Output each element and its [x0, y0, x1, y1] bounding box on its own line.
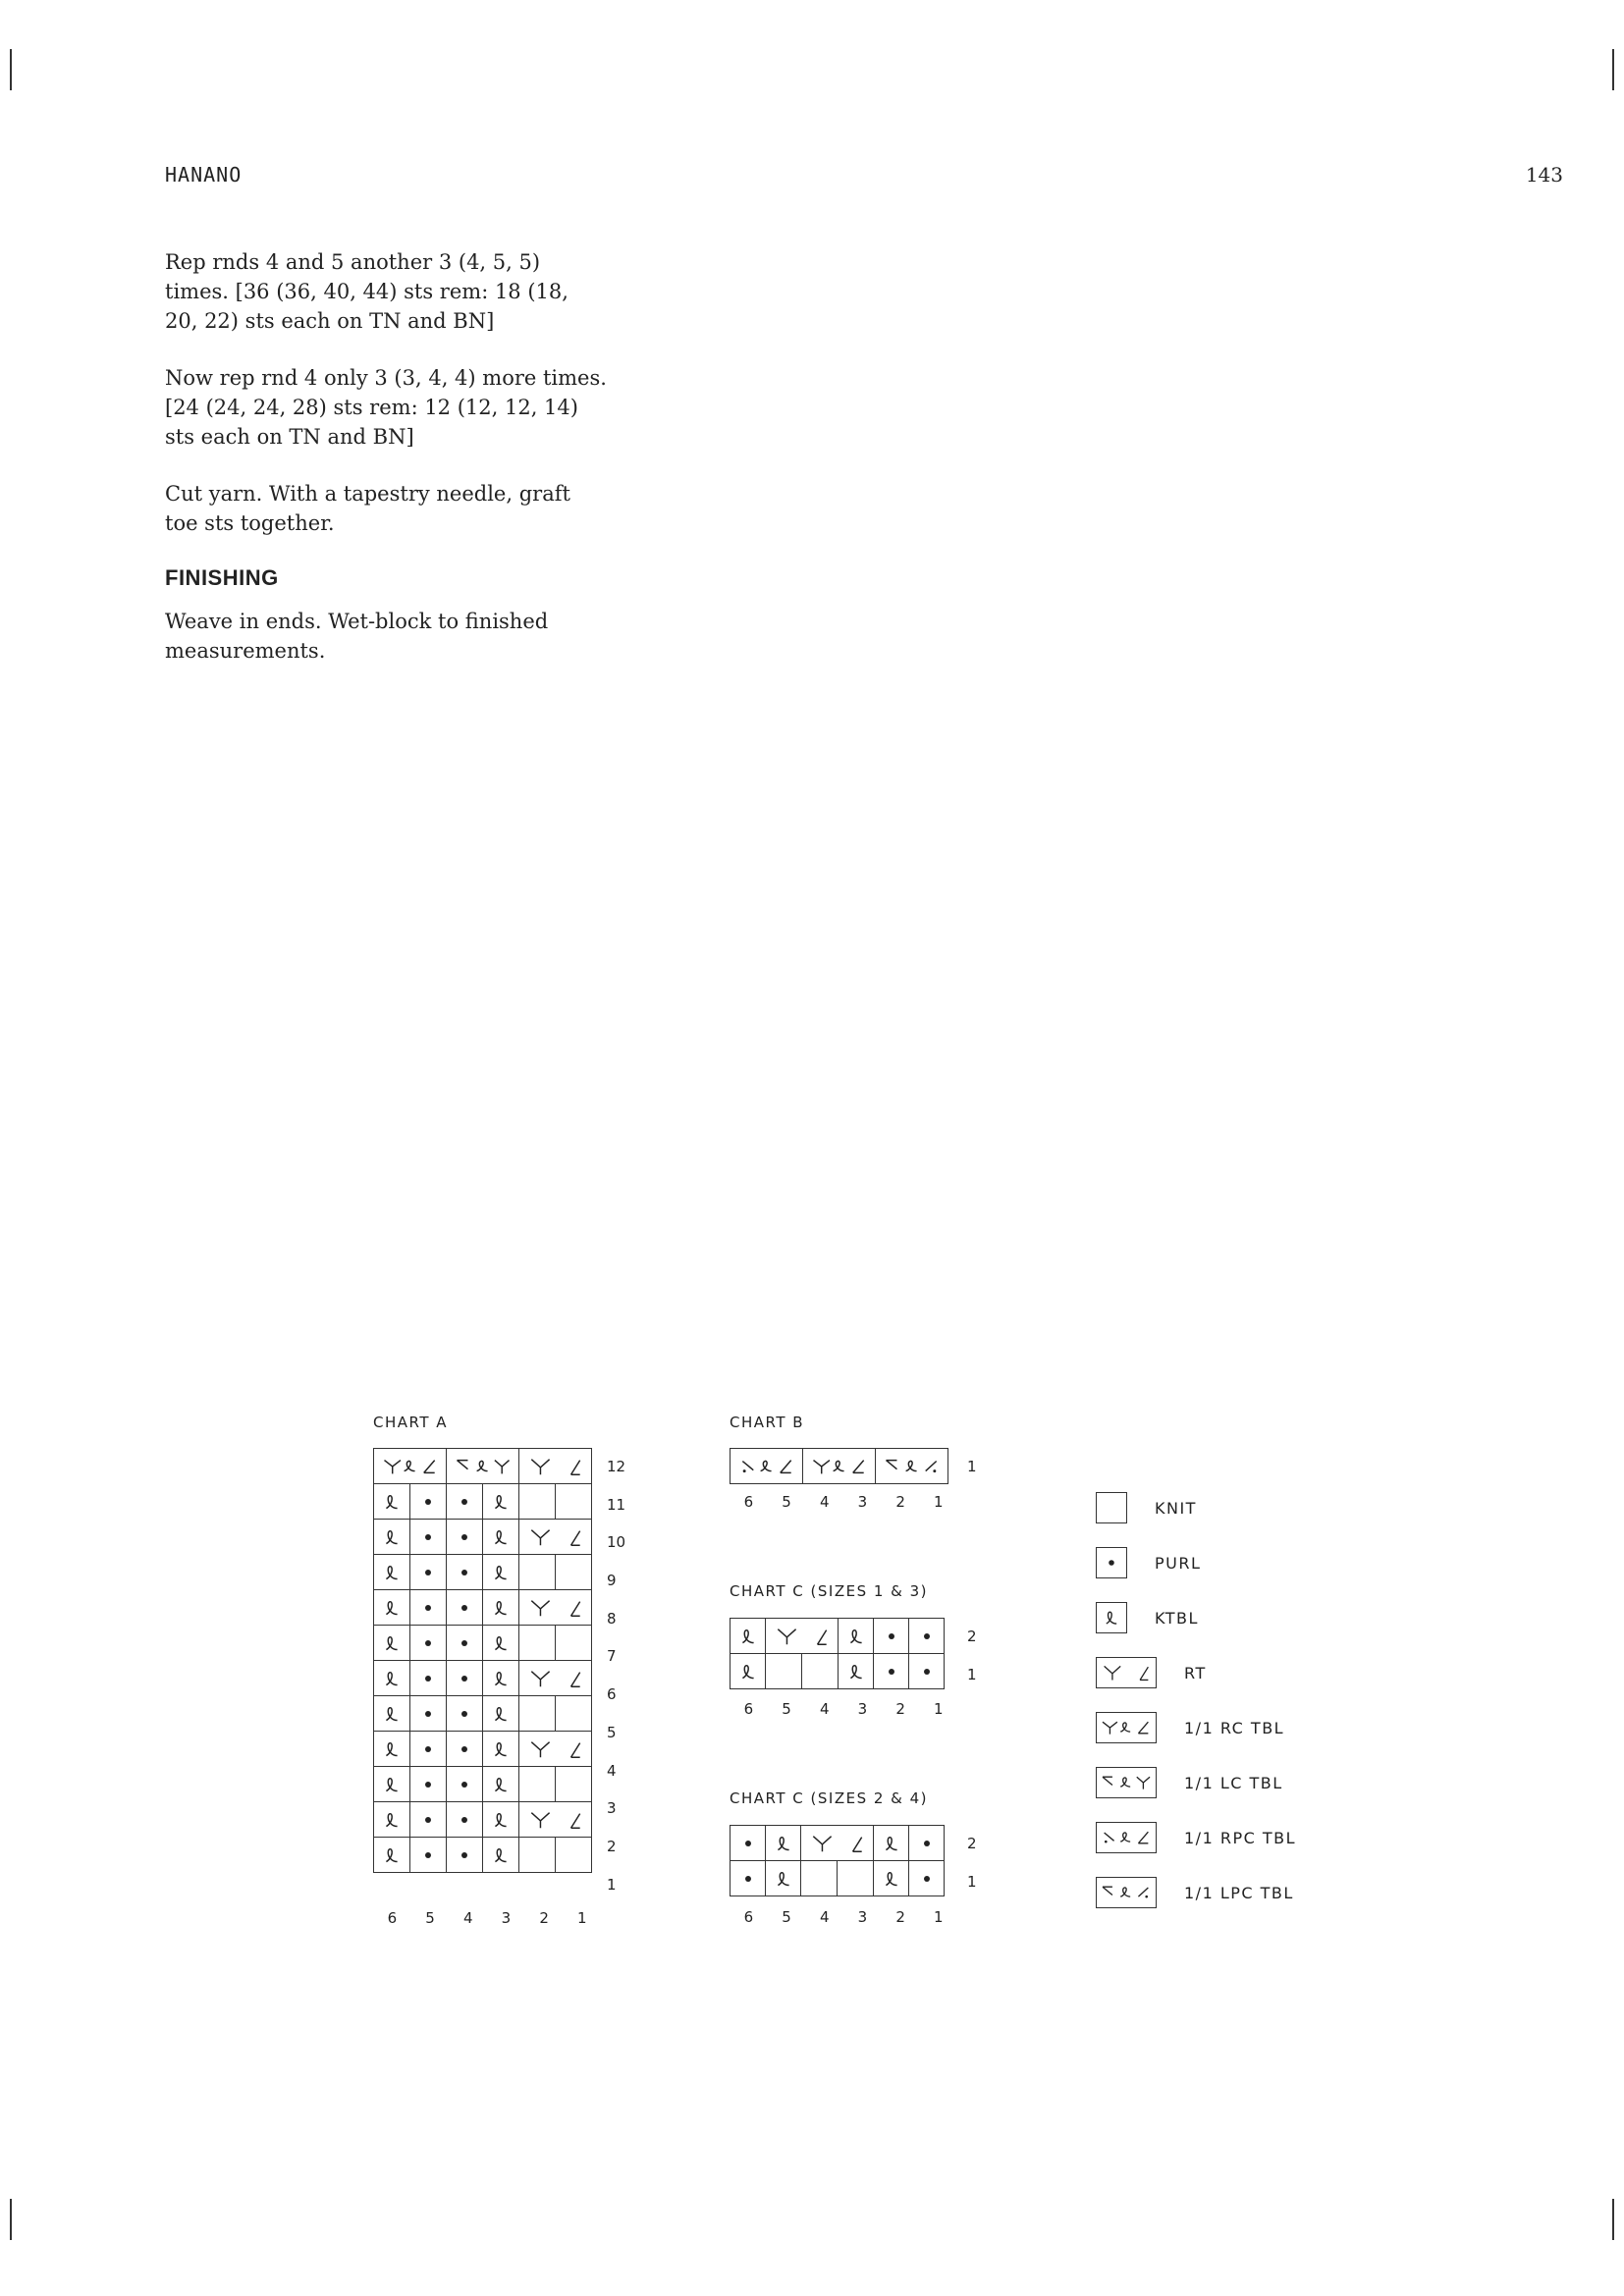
purl-icon: [909, 1619, 945, 1654]
ktbl-icon: [731, 1654, 766, 1689]
col-number: 6: [387, 1909, 398, 1927]
ktbl-icon: [374, 1626, 410, 1661]
row-number: 1: [967, 1872, 977, 1891]
legend-label: 1/1 RPC TBL: [1184, 1828, 1297, 1847]
chart-a-grid: [373, 1448, 592, 1873]
purl-icon: [447, 1661, 483, 1696]
lpc-tbl-icon: [1096, 1877, 1157, 1908]
rt-icon: [519, 1802, 592, 1838]
section-heading: FINISHING: [165, 565, 279, 590]
col-number: 5: [425, 1909, 435, 1927]
rt-icon: [1096, 1657, 1157, 1688]
purl-icon: [447, 1696, 483, 1732]
ktbl-icon: [483, 1838, 519, 1873]
purl-icon: [909, 1826, 945, 1861]
ktbl-icon: [374, 1555, 410, 1590]
purl-icon: [1096, 1547, 1127, 1578]
purl-icon: [410, 1484, 447, 1520]
col-number: 5: [782, 1700, 791, 1718]
row-number: 5: [607, 1723, 617, 1741]
knit-icon: [838, 1861, 874, 1896]
purl-icon: [447, 1767, 483, 1802]
chart-row: [731, 1826, 945, 1861]
purl-icon: [410, 1520, 447, 1555]
chart-c24-grid: [730, 1825, 945, 1896]
legend-item: [1096, 1645, 1296, 1700]
chart-c24-title: CHART C (SIZES 2 & 4): [730, 1789, 929, 1807]
chart-b-col-numbers: [730, 1493, 957, 1511]
chart-legend: [1096, 1480, 1296, 1920]
ktbl-icon: [374, 1732, 410, 1767]
chart-row: [374, 1626, 592, 1661]
ktbl-icon: [483, 1802, 519, 1838]
ktbl-icon: [374, 1661, 410, 1696]
chart-row: [374, 1732, 592, 1767]
ktbl-icon: [483, 1661, 519, 1696]
legend-item: [1096, 1865, 1296, 1920]
purl-icon: [410, 1767, 447, 1802]
row-number: 1: [967, 1458, 977, 1475]
chart-b-title: CHART B: [730, 1414, 805, 1431]
legend-label: KTBL: [1155, 1608, 1199, 1628]
purl-icon: [909, 1861, 945, 1896]
legend-item: [1096, 1700, 1296, 1755]
ktbl-icon: [374, 1590, 410, 1626]
ktbl-icon: [766, 1861, 801, 1896]
col-number: 1: [577, 1909, 587, 1927]
chart-row: [374, 1555, 592, 1590]
row-number: 9: [607, 1572, 617, 1590]
crop-mark: [10, 49, 12, 90]
chart-row: [374, 1590, 592, 1626]
paragraph: Rep rnds 4 and 5 another 3 (4, 5, 5) times. [36 (36, 40, 44) sts rem: 18 (18, 20, 22) sts each on TN and BN]: [165, 250, 568, 333]
legend-label: KNIT: [1155, 1498, 1197, 1518]
knit-icon: [801, 1861, 838, 1896]
ktbl-icon: [483, 1484, 519, 1520]
purl-icon: [410, 1838, 447, 1873]
purl-icon: [874, 1654, 909, 1689]
crop-mark: [1612, 2199, 1614, 2240]
knit-icon: [556, 1696, 592, 1732]
knit-icon: [802, 1654, 839, 1689]
ktbl-icon: [374, 1767, 410, 1802]
ktbl-icon: [483, 1590, 519, 1626]
ktbl-icon: [874, 1826, 909, 1861]
chart-a-row-numbers: [607, 1448, 625, 1903]
col-number: 4: [462, 1909, 473, 1927]
rc-tbl-icon: [374, 1449, 447, 1484]
legend-label: RT: [1184, 1663, 1207, 1682]
ktbl-icon: [483, 1767, 519, 1802]
ktbl-icon: [874, 1861, 909, 1896]
legend-label: 1/1 LC TBL: [1184, 1773, 1283, 1792]
col-number: 3: [857, 1700, 868, 1718]
purl-icon: [410, 1802, 447, 1838]
col-number: 2: [895, 1493, 905, 1511]
knit-icon: [1096, 1492, 1127, 1523]
paragraph: Weave in ends. Wet-block to finished measurements.: [165, 610, 549, 663]
purl-icon: [447, 1626, 483, 1661]
lpc-tbl-icon: [876, 1449, 948, 1484]
running-head: HANANO: [165, 163, 243, 187]
rt-icon: [519, 1449, 592, 1484]
ktbl-icon: [483, 1626, 519, 1661]
row-number: 3: [607, 1799, 617, 1818]
purl-icon: [410, 1732, 447, 1767]
legend-item: [1096, 1590, 1296, 1645]
purl-icon: [447, 1802, 483, 1838]
legend-item: [1096, 1535, 1296, 1590]
legend-item: [1096, 1480, 1296, 1535]
knit-icon: [519, 1838, 556, 1873]
purl-icon: [410, 1555, 447, 1590]
chart-b-row-numbers: [967, 1448, 977, 1486]
rt-icon: [519, 1732, 592, 1767]
chart-row: [731, 1619, 945, 1654]
chart-c24-col-numbers: [730, 1908, 957, 1926]
knit-icon: [519, 1484, 556, 1520]
lc-tbl-icon: [447, 1449, 519, 1484]
chart-a-title: CHART A: [373, 1414, 449, 1431]
row-number: 12: [607, 1458, 626, 1475]
ktbl-icon: [483, 1520, 519, 1555]
rc-tbl-icon: [1096, 1712, 1157, 1743]
purl-icon: [447, 1838, 483, 1873]
rt-icon: [801, 1826, 874, 1861]
col-number: 5: [782, 1493, 791, 1511]
page-number: 143: [1525, 163, 1563, 187]
row-number: 7: [607, 1647, 617, 1666]
legend-item: [1096, 1810, 1296, 1865]
ktbl-icon: [731, 1619, 766, 1654]
col-number: 2: [895, 1700, 905, 1718]
chart-b-grid: [730, 1448, 948, 1484]
purl-icon: [731, 1826, 766, 1861]
row-number: 10: [607, 1533, 626, 1552]
row-number: 1: [967, 1665, 977, 1683]
chart-row: [374, 1449, 592, 1484]
purl-icon: [410, 1661, 447, 1696]
knit-icon: [519, 1696, 556, 1732]
chart-c13-row-numbers: [967, 1618, 977, 1693]
chart-row: [374, 1802, 592, 1838]
ktbl-icon: [839, 1654, 874, 1689]
ktbl-icon: [374, 1838, 410, 1873]
chart-row: [731, 1861, 945, 1896]
knit-icon: [519, 1767, 556, 1802]
row-number: 2: [967, 1628, 977, 1645]
chart-row: [374, 1484, 592, 1520]
col-number: 3: [501, 1909, 512, 1927]
chart-c13-grid: [730, 1618, 945, 1689]
legend-label: 1/1 LPC TBL: [1184, 1883, 1294, 1902]
col-number: 3: [857, 1908, 868, 1926]
paragraph: Now rep rnd 4 only 3 (3, 4, 4) more times. [24 (24, 24, 28) sts rem: 12 (12, 12, 14) sts each on TN and BN]: [165, 366, 607, 449]
chart-c24-row-numbers: [967, 1825, 977, 1900]
rpc-tbl-icon: [731, 1449, 803, 1484]
knit-icon: [766, 1654, 802, 1689]
ktbl-icon: [1096, 1602, 1127, 1633]
knit-icon: [556, 1555, 592, 1590]
col-number: 6: [743, 1700, 754, 1718]
legend-item: [1096, 1755, 1296, 1810]
chart-row: [374, 1520, 592, 1555]
chart-row: [731, 1654, 945, 1689]
row-number: 2: [607, 1837, 617, 1855]
purl-icon: [447, 1732, 483, 1767]
legend-label: 1/1 RC TBL: [1184, 1718, 1285, 1737]
knit-icon: [519, 1555, 556, 1590]
ktbl-icon: [374, 1696, 410, 1732]
rt-icon: [766, 1619, 839, 1654]
row-number: 8: [607, 1609, 617, 1628]
col-number: 4: [819, 1493, 830, 1511]
ktbl-icon: [483, 1555, 519, 1590]
chart-row: [374, 1767, 592, 1802]
row-number: 11: [607, 1495, 626, 1514]
row-number: 6: [607, 1685, 617, 1704]
ktbl-icon: [766, 1826, 801, 1861]
col-number: 6: [743, 1493, 754, 1511]
col-number: 3: [857, 1493, 868, 1511]
ktbl-icon: [374, 1484, 410, 1520]
col-number: 4: [819, 1908, 830, 1926]
purl-icon: [447, 1520, 483, 1555]
knit-icon: [556, 1484, 592, 1520]
purl-icon: [447, 1555, 483, 1590]
chart-row: [374, 1661, 592, 1696]
chart-a-col-numbers: [373, 1909, 601, 1927]
rt-icon: [519, 1590, 592, 1626]
row-number: 2: [967, 1835, 977, 1852]
chart-row: [374, 1838, 592, 1873]
col-number: 2: [895, 1908, 905, 1926]
purl-icon: [447, 1590, 483, 1626]
purl-icon: [447, 1484, 483, 1520]
knit-icon: [556, 1767, 592, 1802]
ktbl-icon: [374, 1802, 410, 1838]
lc-tbl-icon: [1096, 1767, 1157, 1798]
chart-c13-col-numbers: [730, 1700, 957, 1718]
rc-tbl-icon: [803, 1449, 876, 1484]
ktbl-icon: [839, 1619, 874, 1654]
purl-icon: [909, 1654, 945, 1689]
col-number: 1: [934, 1493, 944, 1511]
col-number: 6: [743, 1908, 754, 1926]
knit-icon: [556, 1838, 592, 1873]
row-number: 4: [607, 1761, 617, 1780]
crop-mark: [10, 2199, 12, 2240]
rt-icon: [519, 1520, 592, 1555]
knit-icon: [519, 1626, 556, 1661]
rt-icon: [519, 1661, 592, 1696]
purl-icon: [874, 1619, 909, 1654]
knit-icon: [556, 1626, 592, 1661]
text-column: [165, 247, 607, 693]
row-number: 1: [607, 1875, 617, 1894]
purl-icon: [731, 1861, 766, 1896]
chart-row: [731, 1449, 948, 1484]
col-number: 1: [934, 1908, 944, 1926]
crop-mark: [1612, 49, 1614, 90]
chart-row: [374, 1696, 592, 1732]
col-number: 4: [819, 1700, 830, 1718]
ktbl-icon: [374, 1520, 410, 1555]
purl-icon: [410, 1626, 447, 1661]
ktbl-icon: [483, 1732, 519, 1767]
legend-label: PURL: [1155, 1553, 1202, 1573]
purl-icon: [410, 1590, 447, 1626]
col-number: 5: [782, 1908, 791, 1926]
rpc-tbl-icon: [1096, 1822, 1157, 1853]
paragraph: Cut yarn. With a tapestry needle, graft toe sts together.: [165, 482, 570, 535]
purl-icon: [410, 1696, 447, 1732]
chart-c13-title: CHART C (SIZES 1 & 3): [730, 1582, 929, 1600]
col-number: 2: [539, 1909, 549, 1927]
ktbl-icon: [483, 1696, 519, 1732]
col-number: 1: [934, 1700, 944, 1718]
